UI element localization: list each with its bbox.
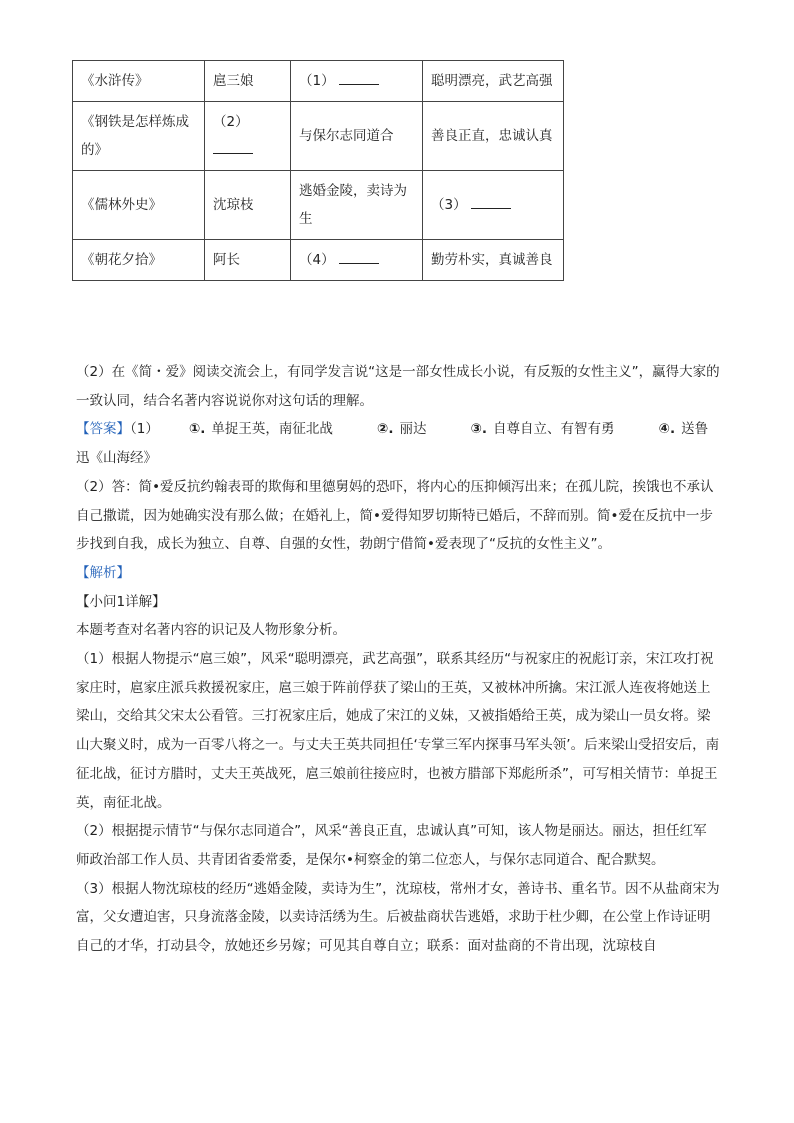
analysis-label: 【解析】 [76,564,130,581]
table-cell: 勤劳朴实，真诚善良 [423,240,564,281]
table-cell: 阿长 [205,240,291,281]
answer-num: ④. [658,421,676,438]
table-row [73,171,564,240]
analysis-paragraph-3: （3）根据人物沈琼枝的经历“逃婚金陵，卖诗为生”，沈琼枝，常州才女，善诗书、重名节。因不从盐商宋为富，父女遭迫害，只身流落金陵，以卖诗活绣为生。后被盐商状告逃婚，求助于杜少卿，在公堂上作诗证明自己的才华，打动县令，放她还乡另嫁；可见其自尊自立；联系：面对盐商的不肯出现，沈琼枝自 [76,880,720,955]
table-row [73,240,564,281]
analysis-paragraph-2: （2）根据提示情节“与保尔志同道合”，风采“善良正直，忠诚认真”可知，该人物是丽达。丽达，担任红军师政治部工作人员、共青团省委常委，是保尔•柯察金的第二位恋人，与保尔志同道合、配合默契。 [76,823,707,868]
table-cell: 与保尔志同道合 [291,102,423,171]
analysis-paragraph-1: （1）根据人物提示“扈三娘”，风采“聪明漂亮，武艺高强”，联系其经历“与祝家庄的祝彪订亲，宋江攻打祝家庄时，扈家庄派兵救援祝家庄，扈三娘于阵前俘获了梁山的王英，又被林冲所擒。宋江派人连夜将她送上梁山，交给其父宋太公看管。三打祝家庄后，她成了宋江的义妹，又被指婚给王英，成为梁山一员女将。梁山大聚义时，成为一百零八将之一。与丈夫王英共同担任‘专掌三军内探事马军头领’。后来梁山受招安后，南征北战，征讨方腊时，丈夫王英战死，扈三娘前往接应时，也被方腊部下郑彪所杀”，可写相关情节：单捉王英，南征北战。 [76,651,720,811]
fill-blank [339,251,379,264]
answer-text: 丽达 [399,421,427,438]
table-row [73,61,564,102]
answer-num: ②. [376,421,394,438]
table-cell: 逃婚金陵，卖诗为生 [291,171,423,240]
table-cell: 《钢铁是怎样炼成的》 [73,102,205,171]
table-cell: 聪明漂亮，武艺高强 [423,61,564,102]
blank-label: （2） [213,114,249,130]
answer-num: ①. [188,421,206,438]
question-2: （2）在《简・爱》阅读交流会上，有同学发言说“这是一部女性成长小说，有反叛的女性主义”，赢得大家的一致认同，结合名著内容说说你对这句话的理解。 [76,364,720,409]
answer-part2: （2）答：简•爱反抗约翰表哥的欺侮和里德舅妈的恐吓，将内心的压抑倾泻出来；在孤儿院，挨饿也不承认自己撒谎，因为她确实没有那么做；在婚礼上，简•爱得知罗切斯特已婚后，不辞而别。简•爱在反抗中一步步找到自我，成长为独立、自尊、自强的女性，勃朗宁借简•爱表现了“反抗的女性主义”。 [76,478,714,553]
blank-label: （3） [431,197,467,213]
answer-text: 自尊自立、有智有勇 [493,421,615,438]
table-row [73,102,564,171]
table-cell: 《水浒传》 [73,61,205,102]
table-cell [205,102,291,171]
fill-blank [339,72,379,85]
answer-text: 单捉王英，南征北战 [211,421,333,438]
blank-label: （4） [299,252,335,268]
answer-line [76,415,720,472]
document-body [76,358,720,961]
table-cell: 善良正直，忠诚认真 [423,102,564,171]
table-cell [423,171,564,240]
answer-prefix: （1） [130,421,159,438]
answer-num: ③. [470,421,488,438]
table-cell: 沈琼枝 [205,171,291,240]
works-table [72,60,564,281]
analysis-intro: 本题考查对名著内容的识记及人物形象分析。 [76,622,346,639]
table-cell [291,240,423,281]
works-table-container [72,60,564,281]
sub-question-label: 【小问1详解】 [76,593,166,610]
table-cell: 《儒林外史》 [73,171,205,240]
blank-label: （1） [299,73,335,89]
table-cell: 《朝花夕拾》 [73,240,205,281]
answer-text: 送鲁迅《山海经》 [76,421,709,467]
answer-label: 【答案】 [76,421,130,438]
fill-blank [213,141,253,154]
fill-blank [471,196,511,209]
table-cell [291,61,423,102]
table-cell: 扈三娘 [205,61,291,102]
